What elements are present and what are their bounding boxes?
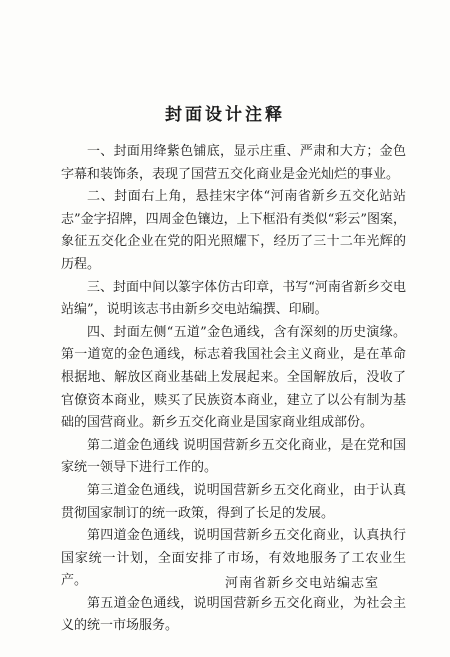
document-title: 封面设计注释 <box>165 105 285 125</box>
paragraph-5: 第二道金色通线 说明国营新乡五交化商业，是在党和国家统一领导下进行工作的。 <box>61 437 406 476</box>
document-body <box>61 141 406 638</box>
paragraph-2: 二、封面右上角，悬挂宋字体“河南省新乡五交化站站志”金字招牌，四周金色镶边，上下框沿有类似“彩云”图案，象征五交化企业在党的阳光照耀下，经历了三十二年光辉的历程。 <box>61 189 406 272</box>
paragraph-4: 四、封面左侧“五道”金色通线，含有深刻的历史演缘。第一道宽的金色通线，标志着我国社会主义商业，是在革命根据地、解放区商业基础上发展起来。全国解放后，没收了官僚资本商业，赎买了民族资本商业，建立了以公有制为基础的国营商业。新乡五交化商业是国家商业组成部份。 <box>61 324 406 431</box>
paragraph-8: 第五道金色通线，说明国营新乡五交化商业，为社会主义的统一市场服务。 <box>61 595 406 634</box>
paragraph-6: 第三道金色通线，说明国营新乡五交化商业，由于认真贯彻国家制订的统一政策，得到了长足的发展。 <box>61 482 406 521</box>
document-signature: 河南省新乡交电站编志室 <box>225 576 380 591</box>
paragraph-7: 第四道金色通线，说明国营新乡五交化商业，认真执行国家统一计划，全面安排了市场，有效地服务了工农业生产。 <box>61 528 406 589</box>
paragraph-3: 三、封面中间以篆字体仿古印章，书写“河南省新乡交电站编”，说明该志书由新乡交电站编撰、印刷。 <box>61 279 406 318</box>
paragraph-1: 一、封面用绛紫色铺底，显示庄重、严肃和大方；金色字幕和装饰条，表现了国营五交化商业是金光灿烂的事业。 <box>61 144 406 182</box>
